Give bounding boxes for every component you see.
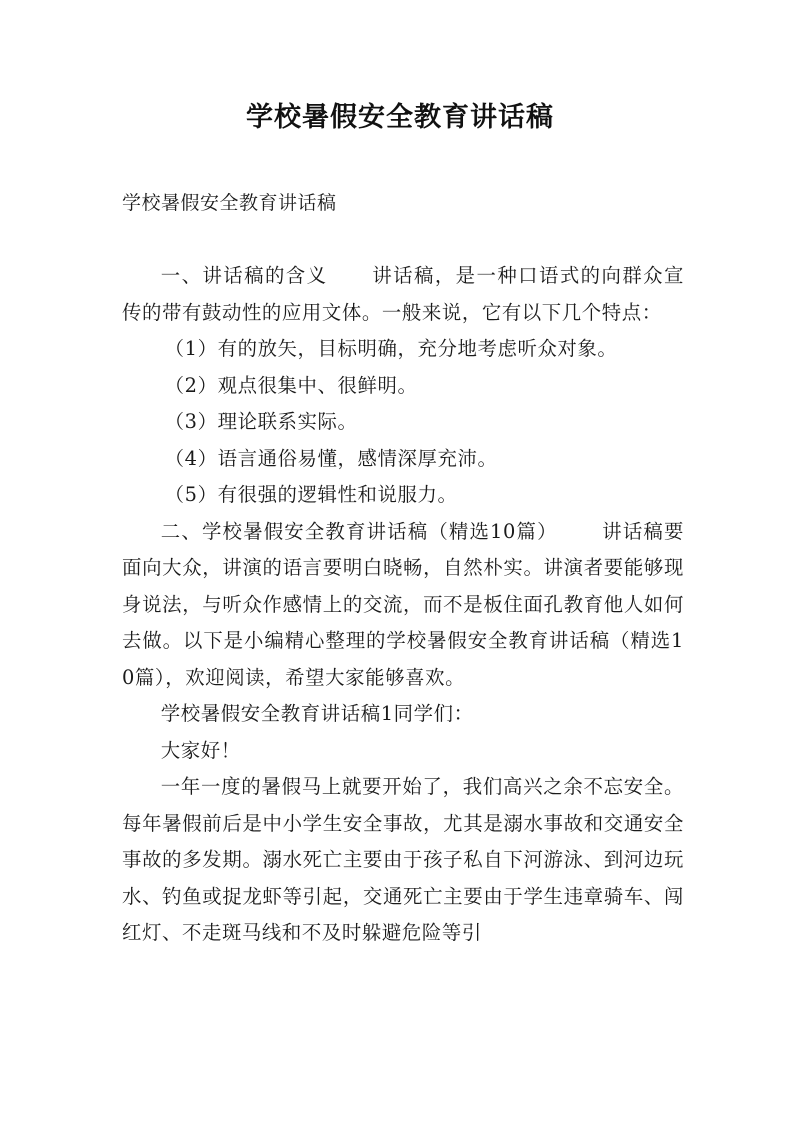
feature-item-1: （1）有的放矢，目标明确，充分地考虑听众对象。 <box>164 337 618 360</box>
feature-item-4: （4）语言通俗易懂，感情深厚充沛。 <box>164 446 498 470</box>
section-2-text: 讲话稿要面向大众，讲演的语言要明白晓畅，自然朴实。讲演者要能够现身说法，与听众作感情上的交流，而不是板住面孔教育他人如何去做。以下是小编精心整理的学校暑假安全教育讲话稿（精选10篇），欢迎阅读，希望大家能够喜欢。 <box>122 519 684 689</box>
speech-body: 一年一度的暑假马上就要开始了，我们高兴之余不忘安全。每年暑假前后是中小学生安全事故，尤其是溺水事故和交通安全事故的多发期。溺水死亡主要由于孩子私自下河游泳、到河边玩水、钓鱼或捉龙虾等引起，交通死亡主要由于学生违章骑车、闯红灯、不走斑马线和不及时躲避危险等引 <box>122 775 684 944</box>
section-2-paragraph <box>122 514 684 697</box>
section-1-text: 讲话稿，是一种口语式的向群众宣传的带有鼓动性的应用文体。一般来说，它有以下几个特点： <box>122 264 684 324</box>
speech-heading: 学校暑假安全教育讲话稿1同学们： <box>160 702 474 725</box>
feature-item-5: （5）有很强的逻辑性和说服力。 <box>164 483 458 506</box>
document-body <box>122 258 684 952</box>
section-1-heading: 一、讲话稿的含义 <box>160 264 328 287</box>
feature-item-3: （3）理论联系实际。 <box>164 410 358 433</box>
document-title: 学校暑假安全教育讲话稿 <box>246 102 554 133</box>
speech-greeting: 大家好！ <box>160 738 241 762</box>
section-1-paragraph <box>122 258 684 331</box>
feature-item-2: （2）观点很集中、很鲜明。 <box>164 373 418 397</box>
document-subtitle: 学校暑假安全教育讲话稿 <box>122 192 337 214</box>
section-2-heading: 二、学校暑假安全教育讲话稿（精选10篇） <box>160 519 558 543</box>
